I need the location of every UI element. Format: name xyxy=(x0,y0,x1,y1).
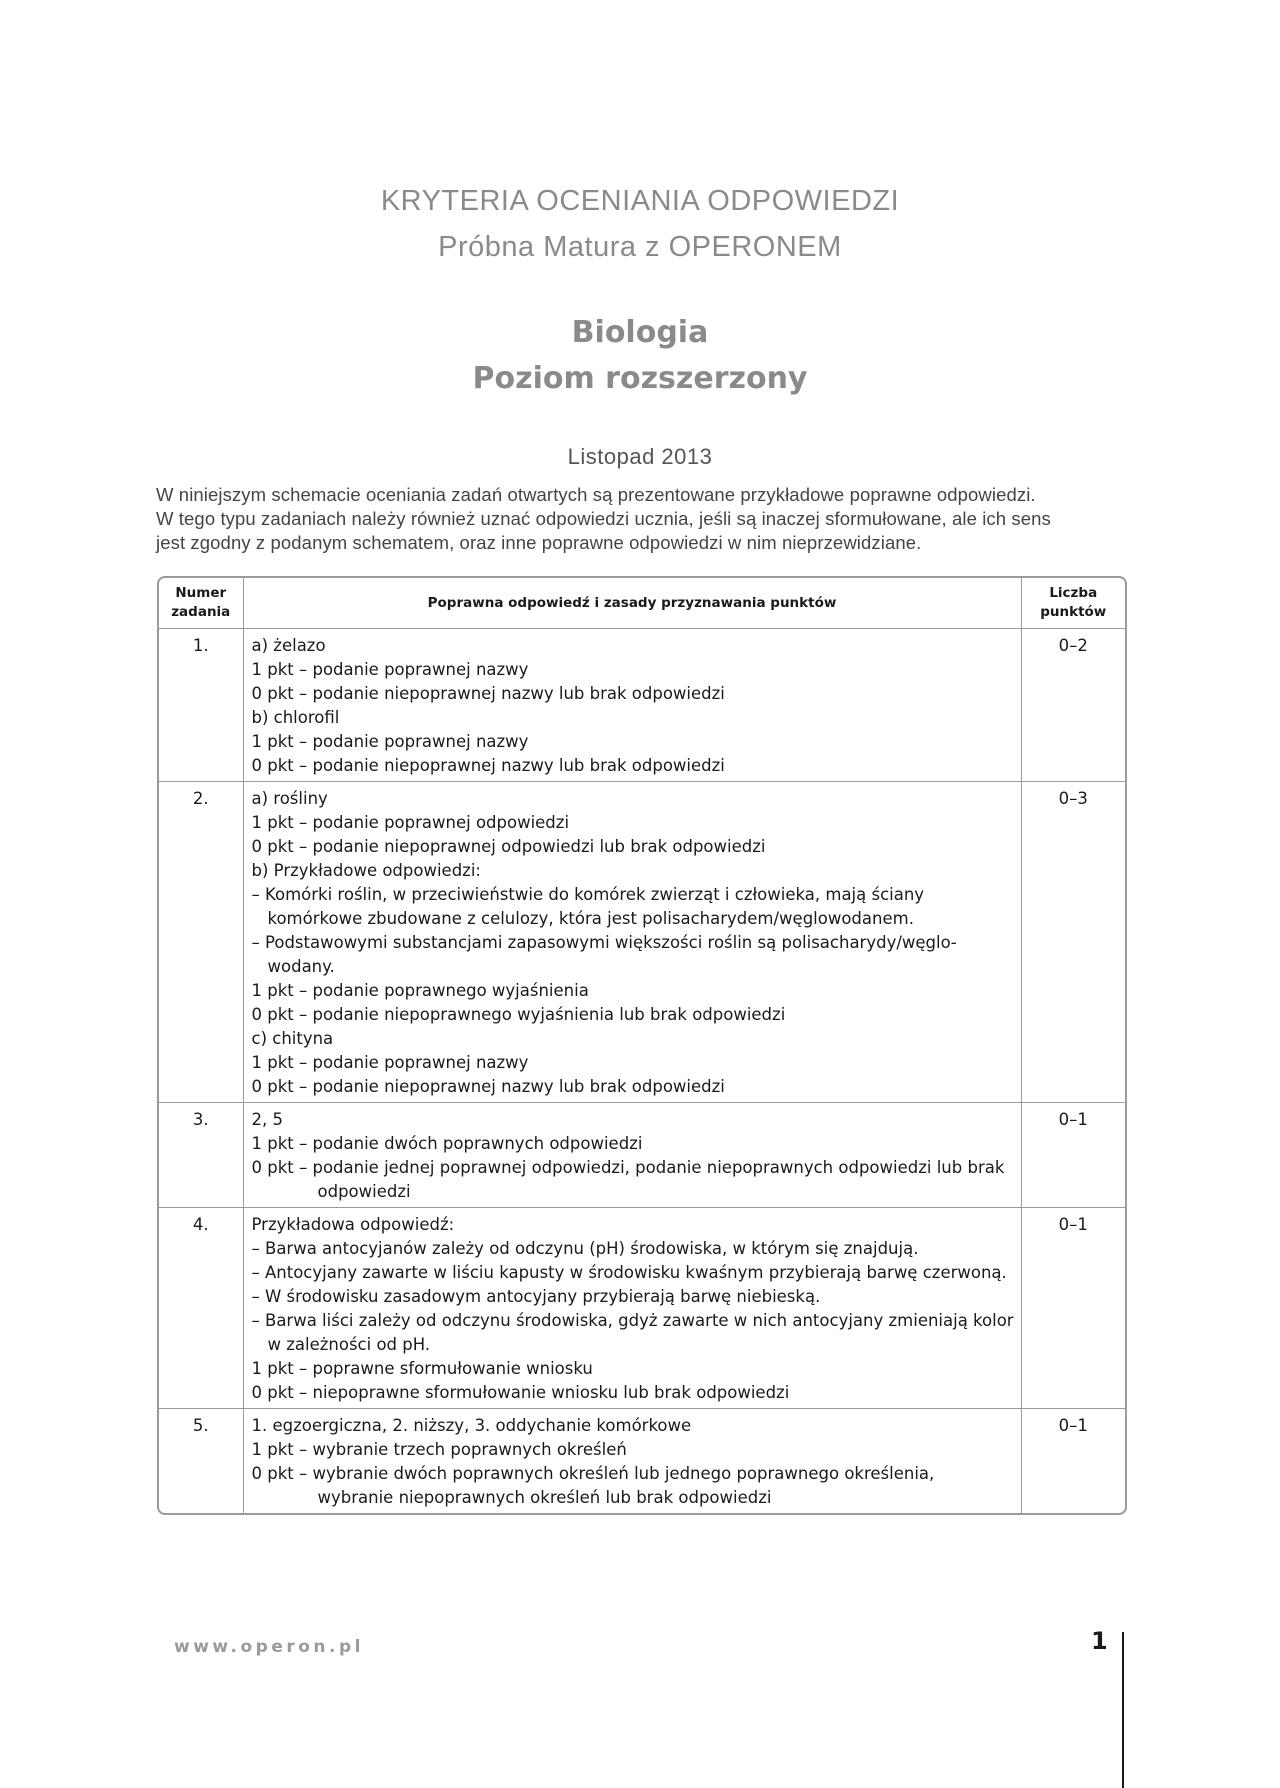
criteria-line: 1 pkt – podanie poprawnego wyjaśnienia xyxy=(251,981,589,1000)
criteria-line: – Barwa antocyjanów zależy od odczynu (pH) środowiska, w którym się znajdują. xyxy=(251,1239,919,1258)
header-answer: Poprawna odpowiedź i zasady przyznawania punktów xyxy=(243,578,1021,629)
criteria-line: 0 pkt – podanie niepoprawnej nazwy lub brak odpowiedzi xyxy=(251,756,725,775)
criteria-line: 1 pkt – podanie poprawnej nazwy xyxy=(251,660,529,679)
points-range: 0–2 xyxy=(1021,629,1125,782)
criteria-line: 0 pkt – niepoprawne sformułowanie wniosku lub brak odpowiedzi xyxy=(251,1383,790,1402)
table-row xyxy=(159,782,1125,1103)
subject-name: Biologia xyxy=(571,315,709,350)
table-row xyxy=(159,629,1125,782)
criteria-line: 1 pkt – wybranie trzech poprawnych określeń xyxy=(251,1440,627,1459)
intro-line: jest zgodny z podanym schematem, oraz inne poprawne odpowiedzi w nim nieprzewidziane. xyxy=(156,532,922,553)
criteria-line: b) Przykładowe odpowiedzi: xyxy=(251,861,481,880)
document-subtitle: Próbna Matura z OPERONEM xyxy=(438,231,842,263)
criteria-line: b) chlorofil xyxy=(251,708,340,727)
criteria-line: 0 pkt – podanie niepoprawnej nazwy lub brak odpowiedzi xyxy=(251,684,725,703)
points-range: 0–3 xyxy=(1021,782,1125,1103)
table-row xyxy=(159,1103,1125,1208)
criteria-line: – Barwa liści zależy od odczynu środowiska, gdyż zawarte w nich antocyjany zmieniają kolor w zależności od pH. xyxy=(251,1311,1014,1354)
criteria-line: 1 pkt – podanie poprawnej nazwy xyxy=(251,732,529,751)
document-header xyxy=(0,178,1280,472)
criteria-line: 0 pkt – wybranie dwóch poprawnych określeń lub jednego poprawnego określenia, wybranie niepoprawnych określeń lub brak odpowiedzi xyxy=(251,1464,935,1507)
answer-criteria xyxy=(243,1409,1021,1514)
criteria-line: a) żelazo xyxy=(251,636,326,655)
criteria-line: – Podstawowymi substancjami zapasowymi większości roślin są polisacharydy/węglowodany. xyxy=(251,933,957,976)
page-number: 1 xyxy=(1091,1627,1108,1655)
points-range: 0–1 xyxy=(1021,1103,1125,1208)
criteria-line: – W środowisku zasadowym antocyjany przybierają barwę niebieską. xyxy=(251,1287,821,1306)
criteria-line: 1 pkt – podanie poprawnej odpowiedzi xyxy=(251,813,570,832)
document-title: KRYTERIA OCENIANIA ODPOWIEDZI xyxy=(380,185,900,217)
criteria-line: a) rośliny xyxy=(251,789,328,808)
criteria-line: 0 pkt – podanie niepoprawnej odpowiedzi lub brak odpowiedzi xyxy=(251,837,766,856)
criteria-line: 1. egzoergiczna, 2. niższy, 3. oddychanie komórkowe xyxy=(251,1416,692,1435)
criteria-line: 0 pkt – podanie niepoprawnego wyjaśnienia lub brak odpowiedzi xyxy=(251,1005,786,1024)
answer-criteria xyxy=(243,1103,1021,1208)
criteria-line: 1 pkt – podanie poprawnej nazwy xyxy=(251,1053,529,1072)
criteria-table xyxy=(157,576,1127,1515)
intro-line: W tego typu zadaniach należy również uznać odpowiedzi ucznia, jeśli są inaczej sformułowane, ale ich sens xyxy=(156,508,1051,529)
answer-criteria xyxy=(243,782,1021,1103)
intro-line: W niniejszym schemacie oceniania zadań otwartych są prezentowane przykładowe poprawne odpowiedzi. xyxy=(156,484,1036,505)
margin-rule xyxy=(1122,1632,1124,1788)
answer-criteria xyxy=(243,1208,1021,1409)
criteria-line: 2, 5 xyxy=(251,1110,283,1129)
points-range: 0–1 xyxy=(1021,1208,1125,1409)
criteria-line: – Antocyjany zawarte w liściu kapusty w środowisku kwaśnym przybierają barwę czerwoną. xyxy=(251,1263,1007,1282)
criteria-line: 0 pkt – podanie jednej poprawnej odpowiedzi, podanie niepoprawnych odpowiedzi lub brak odpowiedzi xyxy=(251,1158,1005,1201)
criteria-line: 1 pkt – podanie dwóch poprawnych odpowiedzi xyxy=(251,1134,643,1153)
criteria-line: 1 pkt – poprawne sformułowanie wniosku xyxy=(251,1359,593,1378)
answer-criteria xyxy=(243,629,1021,782)
task-number: 3. xyxy=(159,1103,243,1208)
table-row xyxy=(159,1409,1125,1514)
task-number: 5. xyxy=(159,1409,243,1514)
criteria-line: Przykładowa odpowiedź: xyxy=(251,1215,455,1234)
subject-block xyxy=(0,310,1280,402)
criteria-line: 0 pkt – podanie niepoprawnej nazwy lub brak odpowiedzi xyxy=(251,1077,725,1096)
task-number: 2. xyxy=(159,782,243,1103)
header-points: Liczba punktów xyxy=(1021,578,1125,629)
criteria-line: c) chityna xyxy=(251,1029,334,1048)
table-header-row xyxy=(159,578,1125,629)
exam-date: Listopad 2013 xyxy=(567,444,713,469)
table-row xyxy=(159,1208,1125,1409)
criteria-line: – Komórki roślin, w przeciwieństwie do komórek zwierząt i człowieka, mają ściany komórkowe zbudowane z celulozy, która jest polisacharydem/węglowodanem. xyxy=(251,885,925,928)
intro-paragraph xyxy=(156,483,1124,555)
task-number: 4. xyxy=(159,1208,243,1409)
subject-level: Poziom rozszerzony xyxy=(472,361,808,396)
header-task-number: Numer zadania xyxy=(159,578,243,629)
points-range: 0–1 xyxy=(1021,1409,1125,1514)
footer-url: www.operon.pl xyxy=(174,1637,364,1657)
task-number: 1. xyxy=(159,629,243,782)
